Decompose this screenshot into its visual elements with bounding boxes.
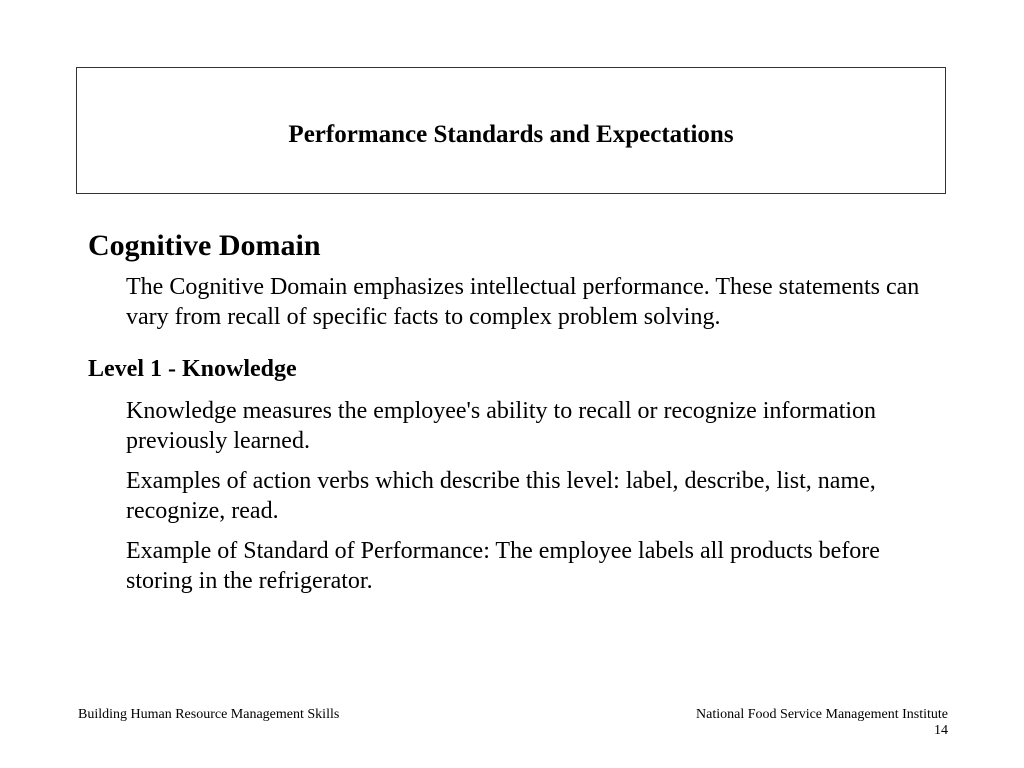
footer-organization: National Food Service Management Institute bbox=[696, 707, 948, 722]
action-verbs-paragraph: Examples of action verbs which describe this level: label, describe, list, name, recognize, read. bbox=[126, 468, 876, 524]
footer-left-text: Building Human Resource Management Skills bbox=[78, 707, 340, 722]
knowledge-paragraph: Knowledge measures the employee's ability to recall or recognize information previously learned. bbox=[126, 398, 877, 454]
page-number: 14 bbox=[934, 723, 948, 738]
section-heading: Cognitive Domain bbox=[88, 229, 321, 262]
footer-right bbox=[696, 707, 948, 739]
intro-paragraph: The Cognitive Domain emphasizes intellectual performance. These statements can vary from recall of specific facts to complex problem solving. bbox=[126, 274, 920, 330]
standard-example-paragraph: Example of Standard of Performance: The employee labels all products before storing in the refrigerator. bbox=[126, 538, 880, 594]
slide-title-box bbox=[76, 67, 946, 194]
level-heading: Level 1 - Knowledge bbox=[88, 356, 297, 382]
slide-content bbox=[88, 226, 928, 606]
slide-title: Performance Standards and Expectations bbox=[288, 120, 734, 148]
